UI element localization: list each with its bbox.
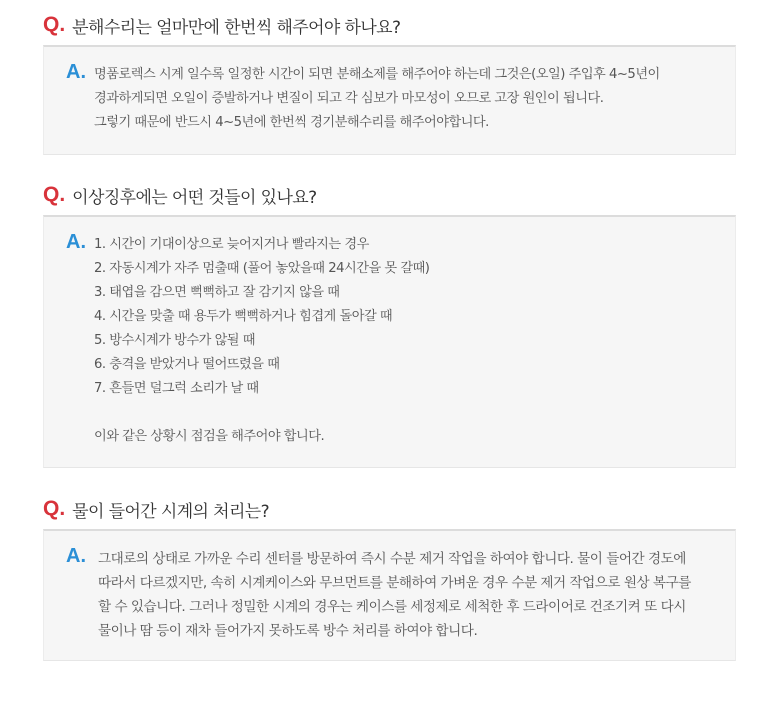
question-mark: Q. [43, 497, 66, 520]
answer-line: 따라서 다르겠지만, 속히 시계케이스와 무브먼트를 분해하여 가벼운 경우 수분 제거 작업으로 원상 복구를 [98, 575, 691, 591]
question-text: 물이 들어간 시계의 처리는? [72, 501, 270, 522]
question-mark: Q. [43, 13, 66, 36]
question-row [43, 10, 736, 40]
answer-line: 그대로의 상태로 가까운 수리 센터를 방문하여 즉시 수분 제거 작업을 하여야 합니다. 물이 들어간 경도에 [98, 551, 686, 567]
question-text: 분해수리는 얼마만에 한번씩 해주어야 하나요? [72, 17, 401, 38]
answer-mark: A. [66, 545, 86, 567]
symptom-item: 2. 자동시계가 자주 멈출때 (풀어 놓았을때 24시간을 못 갈때) [94, 261, 430, 276]
answer-line: 물이나 땀 등이 재차 들어가지 못하도록 방수 처리를 하여야 합니다. [98, 623, 478, 639]
answer-mark: A. [66, 61, 86, 83]
symptom-item: 3. 태엽을 감으면 뻑뻑하고 잘 감기지 않을 때 [94, 285, 340, 300]
answer-mark: A. [66, 231, 86, 253]
answer-line: 할 수 있습니다. 그러나 정밀한 시계의 경우는 케이스를 세정제로 세척한 후 드라이어로 건조기켜 또 다시 [98, 599, 686, 615]
symptom-item: 7. 흔들면 덜그럭 소리가 날 때 [94, 381, 259, 396]
symptom-item: 1. 시간이 기대이상으로 늦어지거나 빨라지는 경우 [94, 237, 369, 252]
faq-item-1 [43, 10, 736, 155]
answer-line: 그렇기 때문에 반드시 4~5년에 한번씩 경기분해수리를 해주어야합니다. [94, 115, 489, 130]
answer-box [43, 45, 736, 155]
question-row [43, 494, 736, 524]
answer-body [94, 63, 715, 135]
question-row [43, 180, 736, 210]
faq-item-2 [43, 180, 736, 468]
symptom-item: 5. 방수시계가 방수가 않될 때 [94, 333, 255, 348]
symptom-item: 6. 충격을 받았거나 떨어뜨렸을 때 [94, 357, 280, 372]
answer-line: 명품로렉스 시계 일수록 일정한 시간이 되면 분해소제를 해주어야 하는데 그것은(오일) 주입후 4~5년이 [94, 67, 660, 82]
question-text: 이상징후에는 어떤 것들이 있나요? [72, 187, 317, 208]
spacer [94, 401, 715, 425]
answer-note: 이와 같은 상황시 점검을 해주어야 합니다. [94, 429, 325, 444]
answer-box [43, 215, 736, 468]
question-mark: Q. [43, 183, 66, 206]
answer-box [43, 529, 736, 661]
answer-body [94, 233, 715, 449]
symptom-item: 4. 시간을 맞출 때 용두가 뻑뻑하거나 힘겹게 돌아갈 때 [94, 309, 393, 324]
answer-body [98, 547, 715, 643]
faq-item-3 [43, 494, 736, 661]
answer-line: 경과하게되면 오일이 증발하거나 변질이 되고 각 심보가 마모성이 오므로 고장 원인이 됩니다. [94, 91, 604, 106]
